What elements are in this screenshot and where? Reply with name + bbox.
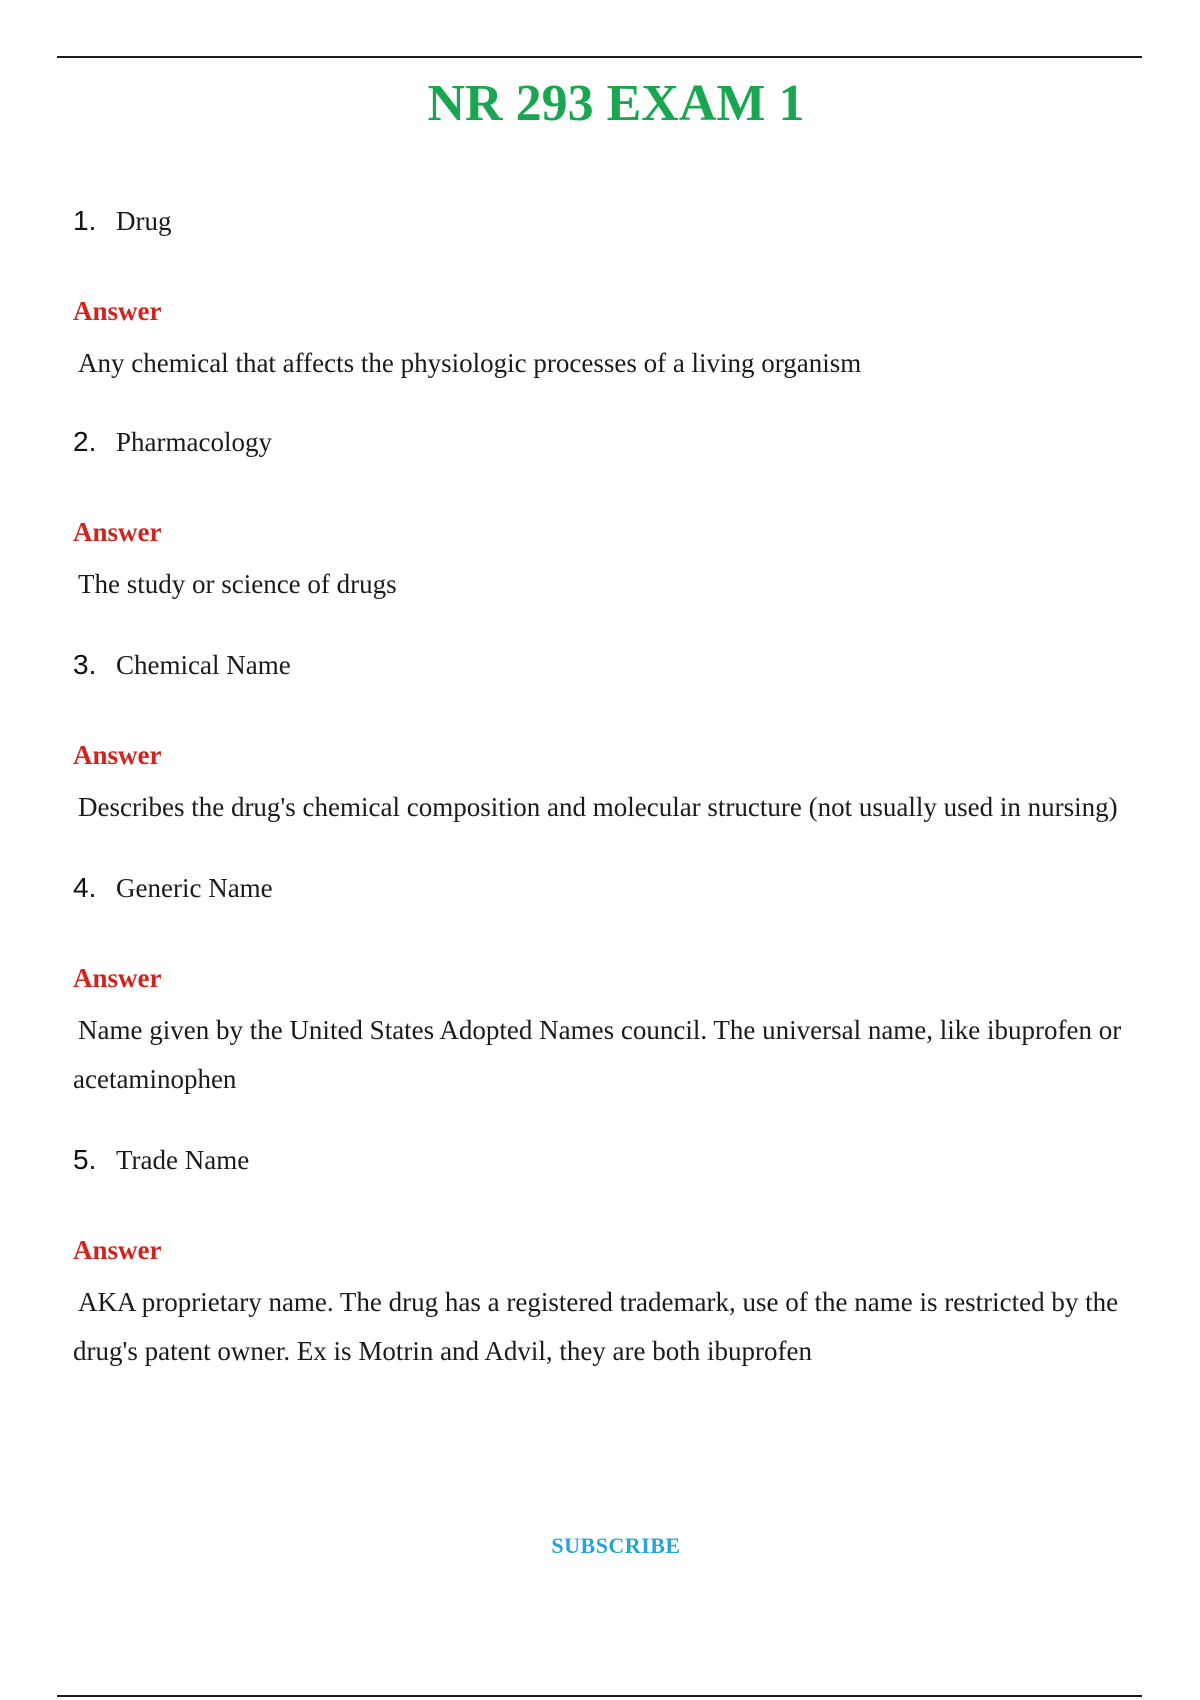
subscribe-link[interactable]: SUBSCRIBE — [551, 1533, 681, 1558]
question — [73, 426, 1143, 470]
spacer — [73, 1104, 1143, 1144]
answer-text: AKA proprietary name. The drug has a registered trademark, use of the name is restricted by the drug's patent owner. Ex is Motrin and Advil, they are both ibuprofen — [73, 1287, 1119, 1366]
answer-label: Answer — [73, 740, 162, 770]
question-term: Drug — [116, 206, 172, 236]
question-item-5 — [73, 1144, 1143, 1376]
question-item-1 — [73, 205, 1143, 388]
answer-label: Answer — [73, 963, 162, 993]
question-term: Trade Name — [116, 1145, 250, 1175]
question-item-3 — [73, 649, 1143, 832]
page-title: NR 293 EXAM 1 — [427, 75, 805, 132]
spacer — [73, 609, 1143, 649]
question-number: 1. — [73, 205, 97, 236]
answer-label: Answer — [73, 1235, 162, 1265]
question-number: 2. — [73, 426, 97, 457]
question — [73, 872, 1143, 916]
spacer — [73, 388, 1143, 426]
bottom-rule — [57, 1695, 1142, 1697]
question-term: Chemical Name — [116, 650, 291, 680]
question-term: Generic Name — [116, 873, 273, 903]
answer-label: Answer — [73, 517, 162, 547]
answer-text: Name given by the United States Adopted Names council. The universal name, like ibuprofen or acetaminophen — [73, 1015, 1122, 1094]
answer-label: Answer — [73, 296, 162, 326]
answer-text: Describes the drug's chemical composition and molecular structure (not usually used in nursing) — [78, 792, 1118, 822]
question — [73, 1144, 1143, 1188]
question-item-2 — [73, 426, 1143, 609]
question-number: 4. — [73, 872, 97, 903]
answer-text: Any chemical that affects the physiologic processes of a living organism — [78, 348, 862, 378]
top-rule — [57, 56, 1142, 58]
question — [73, 649, 1143, 693]
question-item-4 — [73, 872, 1143, 1104]
question-term: Pharmacology — [116, 427, 272, 457]
spacer — [73, 832, 1143, 872]
question-list — [73, 205, 1143, 1376]
question-number: 5. — [73, 1144, 97, 1175]
answer-text: The study or science of drugs — [78, 569, 397, 599]
question-number: 3. — [73, 649, 97, 680]
question — [73, 205, 1143, 249]
